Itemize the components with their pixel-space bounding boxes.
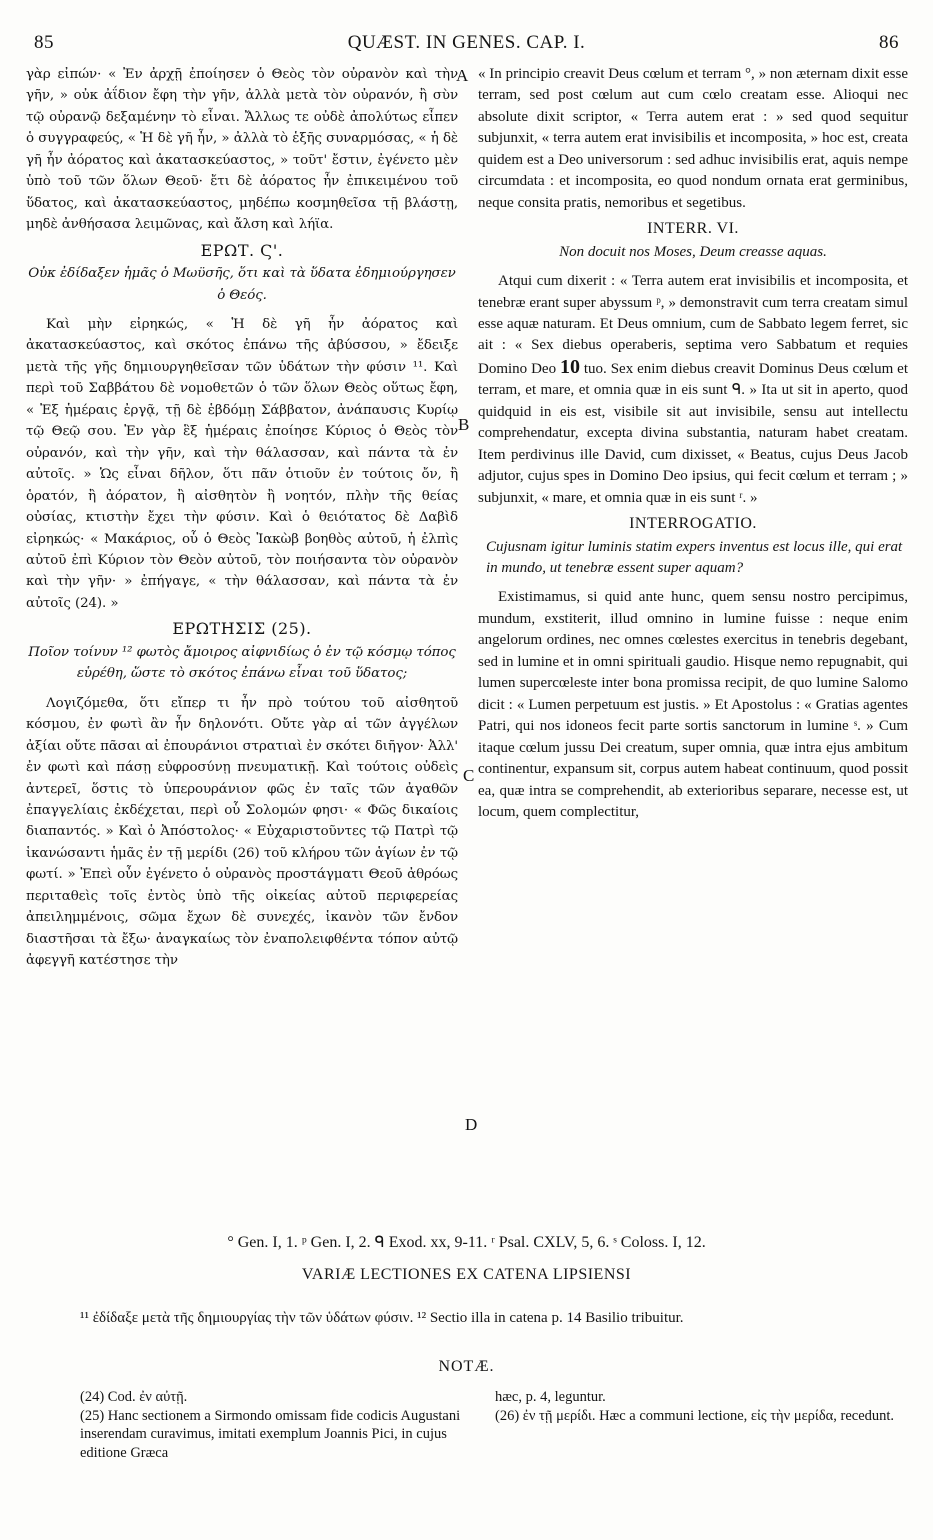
page-number-left: 85 (34, 32, 54, 53)
latin-question-25: Cujusnam igitur luminis statim expers inventus est locus ille, qui erat in mundo, ut tenebræ essent super aquam? (486, 538, 903, 576)
margin-letter-c: C (463, 766, 475, 785)
column-number-10: 10 (559, 355, 580, 378)
greek-heading-erotesis-25: ΕΡΩΤΗΣΙΣ (25). (172, 619, 312, 639)
latin-paragraph-1: « In principio creavit Deus cœlum et terram °, » non æternam dixit esse terram, sed post cœlum aut cum cœlo creatam esse. Alioqui nec absolute dixit scriptor, « Terra autem erat : » sed quod sequitur subjunxit, « terra autem erat invisibilis et incomposita, » hoc est, creata quidem est a Deo universorum : sed adhuc invisibilis erat, aquis nempe circumdata : et incomposita, eo quod nondum ornata erat germinibus, neque consita pratis, nemoribus et segetibus. (478, 66, 908, 211)
latin-paragraph-2b: tuo. Sex enim diebus creavit Dominus Deus cœlum et terram, et mare, et omnia quæ in eis sunt ᑫ. » Ita ut sit in aperto, quod quidquid in eis est, visibile sit aut invisibile, sensu aut intellectu comprehendatur, excepta divina substantia, naturam habet creatam. Item perdivinus ille David, cum dixisset, « Beatus, cujus Deus Jacob adjutor, cujus spes in Domino Deo ipsius, qui fecit cœlum et terram ; » subjunxit, « mare, et omnia quæ in eis sunt ʳ. » (478, 360, 908, 506)
running-title: QUÆST. IN GENES. CAP. I. (347, 32, 586, 53)
greek-paragraph-3: Λογιζόμεθα, ὅτι εἴπερ τι ἦν πρὸ τούτου τοῦ αἰσθητοῦ κόσμου, ἐν φωτὶ ἂν ἦν δηλονότι. Οὔτε γὰρ αἱ τῶν ἀγγέλων ἀξίαι οὔτε πᾶσαι αἱ ἐπουράνιοι στρατιαὶ ἐν σκότει διῆγον· Ἀλλ' ἐν φωτὶ καὶ πάσῃ εὐφροσύνῃ πνευματικῇ. Καὶ τούτοις οὐδεὶς ἀντερεῖ, ὅστις τὸ ὑπερουράνιον φῶς ἐν ταῖς τῶν ἀγαθῶν ἐπαγγελίαις ἐκδέχεται, περὶ οὗ Σολομών φησι· « Φῶς δικαίοις διαπαντός. » Καὶ ὁ Ἀπόστολος· « Εὐχαριστοῦντες τῷ Πατρὶ τῷ ἱκανώσαντι ἡμᾶς ἐν τῇ μερίδι (26) τοῦ κλήρου τῶν ἁγίων ἐν τῷ φωτί. » Ἐπεὶ οὖν ἐγένετο ὁ οὐρανὸς προστάγματι Θεοῦ ἀθρόως περιταθεὶς τοῖς ἐντὸς ὑπὸ τῆς οἰκείας αὐτοῦ περιφερείας ἀπειλημμένοις, σῶμα ἔχων δὲ συνεχές, ἱκανὸν τῶν ἔνδον διαστῆσαι τὰ ἔξω· ἀναγκαίως τὸν ἐναπολειφθέντα τόπον αὐτῷ ἀφεγγῆ κατέστησε τὴν (26, 695, 458, 969)
greek-heading-erot-6: ΕΡΩΤ. Ϛ'. (200, 240, 284, 260)
note-24: (24) Cod. ἐν αὐτῇ. (80, 1389, 188, 1405)
greek-paragraph-1: γὰρ εἰπών· « Ἐν ἀρχῇ ἐποίησεν ὁ Θεὸς τὸν οὐρανὸν καὶ τὴν γῆν, » οὐκ ἀΐδιον ἔφη τὴν γῆν, ἀλλὰ μετὰ τὸν οὐρανόν, ἢ σὺν τῷ οὐρανῷ δεξαμένην τὸ εἶναι. Ἄλλως τε οὐδὲ ἀπολύτως εἶπεν ὁ συγγραφεύς, « Ἡ δὲ γῆ ἦν, » ἀλλὰ τὸ ἑξῆς συναρμόσας, « ἡ δὲ γῆ ἦν ἀόρατος καὶ ἀκατασκεύαστος, » τοῦτ' ἔστιν, ἐγένετο μὲν ὑπὸ τοῦ τῶν ὅλων Θεοῦ· ἔτι δὲ ἀόρατος ἦν ἐπικειμένου τοῦ ὕδατος, καὶ ἀκατασκεύαστος, μηδέπω κοσμηθεῖσα τῇ βλάστῃ, μηδὲ ἀνθήσασα λειμῶνας, καὶ ἄλση καὶ λήϊα. (26, 67, 458, 233)
page-number-right: 86 (879, 32, 899, 53)
running-head (30, 28, 903, 58)
margin-letter-a: A (456, 66, 469, 85)
note-25-continued: hæc, p. 4, leguntur. (495, 1389, 606, 1405)
latin-paragraph-2a: Atqui cum dixerit : « Terra autem erat invisibilis et incomposita, et tenebræ erant super abyssum ᵖ, » demonstravit cum terra creatam simul esse aquæ naturam. Et Deus omnium, cum de Sabbato legem ferret, sic ait : « Sex diebus operaberis, septima vero Sabbatum et requies Domino Deo (478, 273, 908, 377)
latin-heading-interr-6: INTERR. VI. (647, 220, 739, 238)
latin-paragraph-3: Existimamus, si quid ante hunc, quem sensu nostro percipimus, mundum, exstiterit, illud omnino in lumine fuisse : neque enim angelorum ordines, nec omnes cœlestes exercitus in tenebris degebant, sed in lumine et in omni spirituali gaudio. Hisque nemo repugnabit, qui lumen supercœleste inter bona promissa recipit, de quo lumine Salomo dicit : « Lumen perpetuum est justis. » Et Apostolus : « Gratias agentes Patri, qui nos idoneos fecit parte sortis sanctorum in lumine ˢ. » Cum itaque cœlum jussu Dei creatum, super omnia, quæ intra ejus ambitum continentur, expansum sit, corpus autem habeat continuum, quod possit ea, quæ intra se comprehendit, ab exterioribus separare, necesse est, ut locum, quem complectitur, (478, 589, 908, 820)
notae-right-column (495, 1388, 905, 1425)
notae-left-column (80, 1388, 470, 1462)
latin-heading-interrogatio: INTERROGATIO. (629, 515, 757, 533)
latin-question-6: Non docuit nos Moses, Deum creasse aquas. (559, 243, 827, 260)
variae-lectiones-text: ¹¹ ἐδίδαξε μετὰ τῆς δημιουργίας τὴν τῶν ὑδάτων φύσιν. ¹² Sectio illa in catena p. 14 Basilio tribuitur. (80, 1310, 684, 1326)
margin-letter-d: D (465, 1115, 478, 1134)
greek-column (26, 64, 458, 972)
greek-question-6: Οὐκ ἐδίδαξεν ἡμᾶς ὁ Μωϋσῆς, ὅτι καὶ τὰ ὕδατα ἐδημιούργησεν ὁ Θεός. (28, 266, 456, 303)
latin-paragraph-2 (478, 271, 908, 509)
greek-question-25: Ποῖον τοίνυν ¹² φωτὸς ἄμοιρος αἰφνιδίως ὁ ἐν τῷ κόσμῳ τόπος εὑρέθη, ὥστε τὸ σκότος ἐπάνω εἶναι τοῦ ὕδατος; (28, 644, 456, 682)
margin-letter-b: B (458, 415, 470, 434)
notae-heading: NOTÆ. (438, 1358, 495, 1375)
greek-paragraph-2: Καὶ μὴν εἰρηκώς, « Ἡ δὲ γῆ ἦν ἀόρατος καὶ ἀκατασκεύαστος, καὶ σκότος ἐπάνω τῆς ἀβύσσου, » ἔδειξε μετὰ τῆς γῆς δημιουργηθεῖσαν τῶν ὑδάτων τὴν φύσιν ¹¹. Καὶ περὶ τοῦ Σαββάτου δὲ νομοθετῶν ὁ τῶν ὅλων Θεὸς οὕτως ἔφη, « Ἐξ ἡμέραις ἐργᾷ, τῇ δὲ ἑβδόμῃ Σάββατον, ἀνάπαυσις Κυρίῳ τῷ Θεῷ σου. Ἐν γὰρ ἓξ ἡμέραις ἐποίησε Κύριος ὁ Θεὸς τὸν οὐρανόν, καὶ τὴν γῆν, καὶ τὴν θάλασσαν, καὶ πάντα τὰ ἐν αὐτοῖς. » Ὡς εἶναι δῆλον, ὅτι πᾶν ὁτιοῦν ἐν τούτοις ὄν, ἢ ὁρατόν, ἢ ἀόρατον, ἢ αἰσθητὸν ἢ νοητόν, πλὴν τῆς θείας οὐσίας, κτιστὴν ἔχει τὴν φύσιν. Καὶ ὁ θειότατος δὲ Δαβὶδ εἰρηκώς· « Μακάριος, οὗ ὁ Θεὸς Ἰακὼβ βοηθὸς αὐτοῦ, ἡ ἐλπὶς αὐτοῦ ἐπὶ Κύριον τὸν Θεὸν αὐτοῦ, τὸν ποιήσαντα τὸν οὐρανὸν καὶ τὴν γῆν· » ἐπήγαγε, « τὴν θάλασσαν, καὶ πάντα τὰ ἐν αὐτοῖς (24). » (26, 316, 458, 611)
latin-column (478, 64, 908, 823)
scripture-footnotes: ° Gen. I, 1. ᵖ Gen. I, 2. ᑫ Exod. xx, 9-11. ʳ Psal. CXLV, 5, 6. ˢ Coloss. I, 12. (227, 1234, 706, 1251)
note-26: (26) ἐν τῇ μερίδι. Hæc a communi lectione, εἰς τὴν μερίδα, recedunt. (495, 1407, 895, 1424)
variae-lectiones-heading: VARIÆ LECTIONES EX CATENA LIPSIENSI (301, 1266, 632, 1283)
note-25: (25) Hanc sectionem a Sirmondo omissam fide codicis Augustani inserendam curavimus, imitati exemplum Joannis Pici, in cujus editione Græca (80, 1407, 461, 1461)
